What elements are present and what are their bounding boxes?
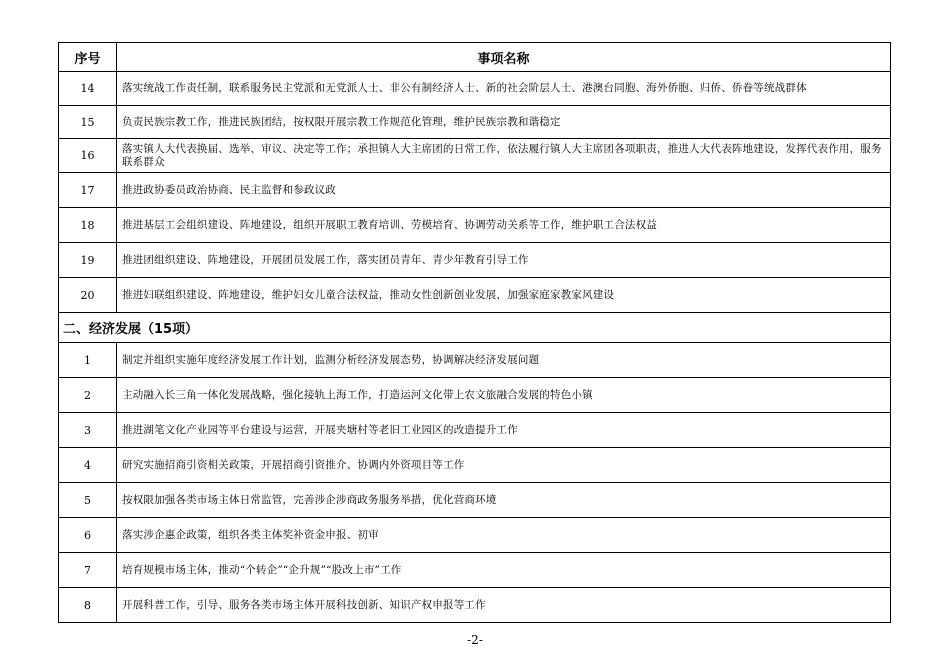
row-item-name: 研究实施招商引资相关政策，开展招商引资推介、协调内外资项目等工作 (117, 448, 891, 483)
row-number: 16 (59, 139, 117, 173)
header-serial-number: 序号 (59, 43, 117, 72)
row-item-name: 制定并组织实施年度经济发展工作计划，监测分析经济发展态势，协调解决经济发展问题 (117, 343, 891, 378)
table-row (59, 553, 891, 588)
row-item-name: 落实涉企惠企政策，组织各类主体奖补资金申报、初审 (117, 518, 891, 553)
row-number: 7 (59, 553, 117, 588)
row-number: 5 (59, 483, 117, 518)
row-number: 19 (59, 243, 117, 278)
table-row (59, 378, 891, 413)
row-number: 1 (59, 343, 117, 378)
table-row (59, 208, 891, 243)
page-number: -2- (467, 633, 483, 647)
row-item-name: 主动融入长三角一体化发展战略，强化接轨上海工作，打造运河文化带上农文旅融合发展的特色小镇 (117, 378, 891, 413)
table-row (59, 278, 891, 313)
row-number: 17 (59, 173, 117, 208)
row-item-name: 负责民族宗教工作，推进民族团结，按权限开展宗教工作规范化管理，维护民族宗教和谐稳定 (117, 106, 891, 139)
row-item-name: 落实统战工作责任制，联系服务民主党派和无党派人士、非公有制经济人士、新的社会阶层人士、港澳台同胞、海外侨胞、归侨、侨眷等统战群体 (117, 72, 891, 106)
table-row (59, 483, 891, 518)
row-number: 4 (59, 448, 117, 483)
table-row (59, 343, 891, 378)
items-table (58, 42, 891, 623)
row-item-name: 推进基层工会组织建设、阵地建设，组织开展职工教育培训、劳模培育、协调劳动关系等工作，维护职工合法权益 (117, 208, 891, 243)
row-number: 3 (59, 413, 117, 448)
row-item-name: 推进团组织建设、阵地建设，开展团员发展工作，落实团员青年、青少年教育引导工作 (117, 243, 891, 278)
row-number: 20 (59, 278, 117, 313)
row-number: 14 (59, 72, 117, 106)
table-header-row (59, 43, 891, 72)
row-number: 2 (59, 378, 117, 413)
table-row (59, 72, 891, 106)
table-row (59, 139, 891, 173)
row-item-name: 培育规模市场主体，推动“个转企”“企升规”“股改上市”工作 (117, 553, 891, 588)
table-row (59, 243, 891, 278)
row-number: 6 (59, 518, 117, 553)
table-row (59, 588, 891, 623)
row-item-name: 落实镇人大代表换届、选举、审议、决定等工作；承担镇人大主席团的日常工作，依法履行镇人大主席团各项职责，推进人大代表阵地建设，发挥代表作用，服务联系群众 (117, 139, 891, 173)
table-row (59, 413, 891, 448)
row-item-name: 开展科普工作，引导、服务各类市场主体开展科技创新、知识产权申报等工作 (117, 588, 891, 623)
section-heading-row (59, 313, 891, 343)
row-number: 15 (59, 106, 117, 139)
row-item-name: 推进政协委员政治协商、民主监督和参政议政 (117, 173, 891, 208)
section-title: 二、经济发展（15项） (59, 313, 891, 343)
header-item-name: 事项名称 (117, 43, 891, 72)
row-item-name: 推进妇联组织建设、阵地建设，维护妇女儿童合法权益，推动女性创新创业发展，加强家庭家教家风建设 (117, 278, 891, 313)
table-row (59, 106, 891, 139)
table-row (59, 518, 891, 553)
row-item-name: 推进湖笔文化产业园等平台建设与运营，开展夹塘村等老旧工业园区的改造提升工作 (117, 413, 891, 448)
table-row (59, 173, 891, 208)
row-item-name: 按权限加强各类市场主体日常监管，完善涉企涉商政务服务举措，优化营商环境 (117, 483, 891, 518)
table-row (59, 448, 891, 483)
document-table-wrapper (58, 42, 890, 623)
row-number: 18 (59, 208, 117, 243)
row-number: 8 (59, 588, 117, 623)
